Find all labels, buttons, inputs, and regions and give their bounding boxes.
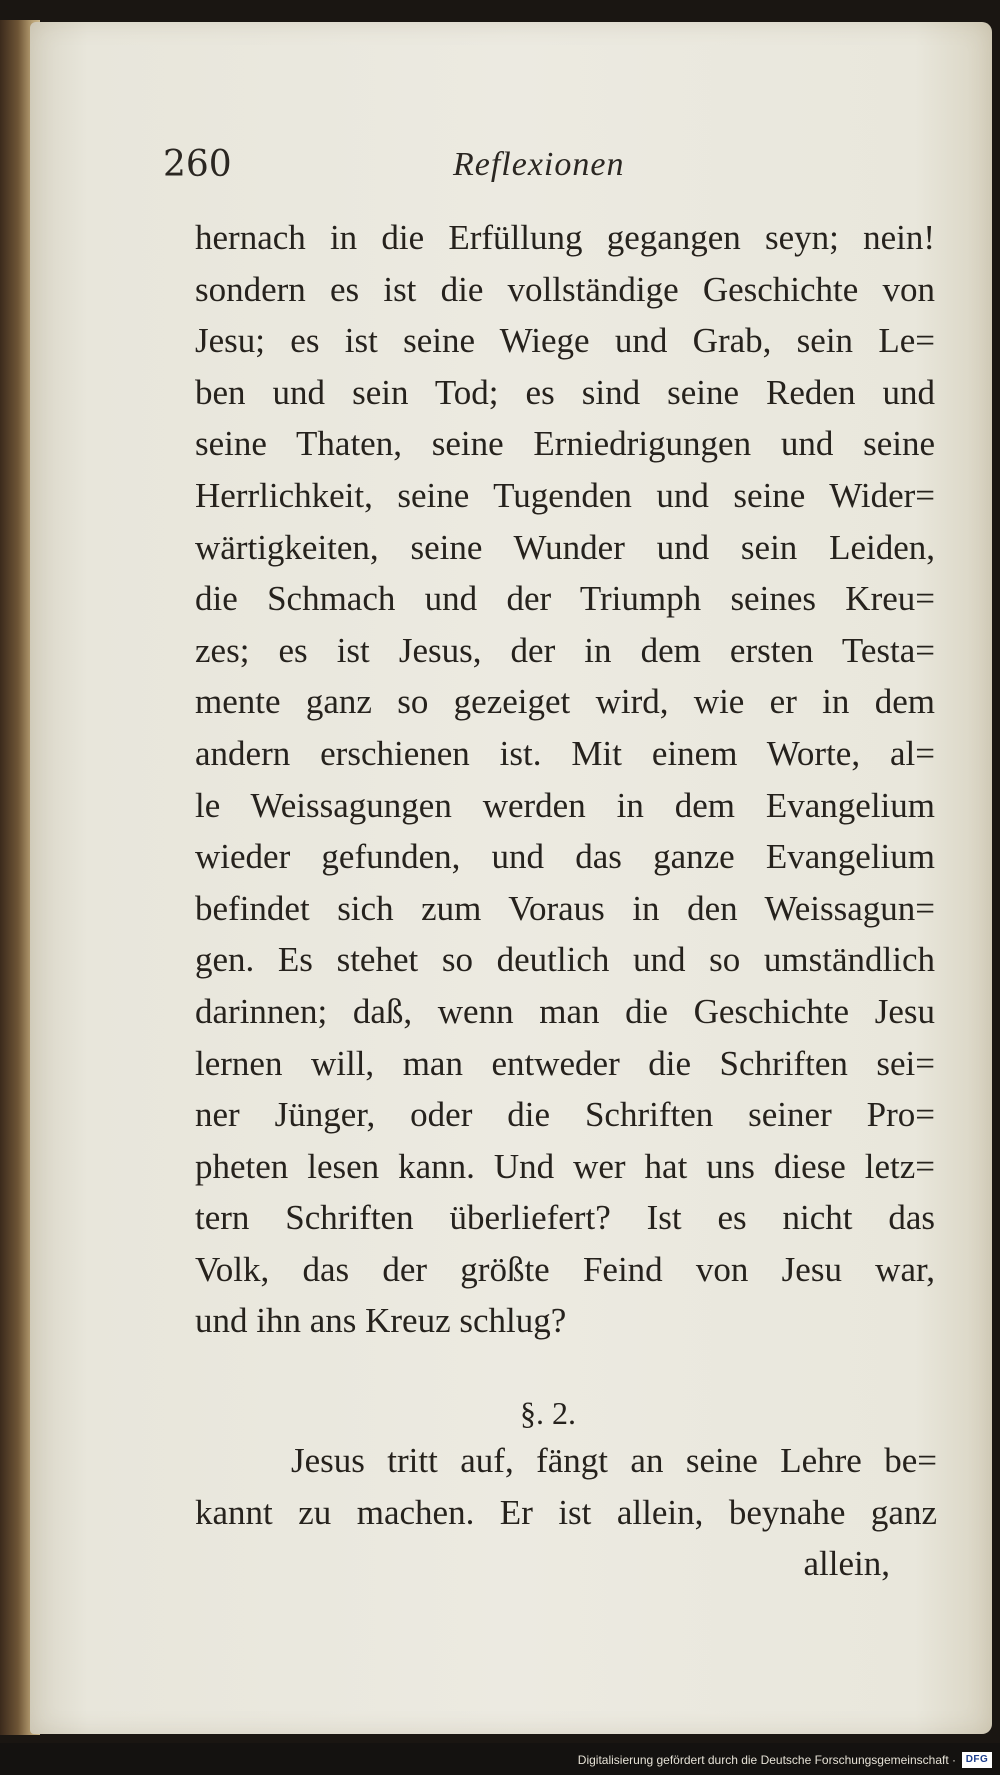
text-line: zes; es ist Jesus, der in dem ersten Testa=: [195, 630, 935, 670]
text-line: sondern es ist die vollständige Geschichte von: [195, 269, 935, 309]
text-line: darinnen; daß, wenn man die Geschichte Jesu: [195, 991, 935, 1031]
page-number: 260: [163, 144, 232, 185]
page-header: [163, 140, 833, 190]
text-line: Jesus tritt auf, fängt an seine Lehre be=: [291, 1441, 937, 1480]
text-line: tern Schriften überliefert? Ist es nicht das: [195, 1198, 935, 1238]
text-line: le Weissagungen werden in dem Evangelium: [195, 785, 935, 825]
funding-credit: Digitalisierung gefördert durch die Deutsche Forschungsgemeinschaft ·: [577, 1753, 956, 1767]
dfg-logo-icon: DFG: [962, 1752, 992, 1768]
text-line: andern erschienen ist. Mit einem Worte, al=: [195, 733, 935, 773]
text-line: gen. Es stehet so deutlich und so umständlich: [195, 940, 935, 980]
text-line: wärtigkeiten, seine Wunder und sein Leiden,: [195, 527, 935, 567]
text-line: Jesu; es ist seine Wiege und Grab, sein Le=: [195, 321, 935, 361]
body-text: [195, 212, 935, 1347]
text-line: lernen will, man entweder die Schriften sei=: [195, 1043, 935, 1083]
catchword: allein,: [803, 1544, 890, 1583]
section-heading: §. 2.: [520, 1395, 576, 1431]
section-text: [195, 1435, 937, 1538]
running-head: Reflexionen: [453, 146, 625, 183]
text-line: mente ganz so gezeiget wird, wie er in dem: [195, 682, 935, 722]
text-line: die Schmach und der Triumph seines Kreu=: [195, 579, 935, 619]
text-line: Herrlichkeit, seine Tugenden und seine Wider=: [195, 475, 935, 515]
text-line: Volk, das der größte Feind von Jesu war,: [195, 1249, 935, 1289]
text-line: seine Thaten, seine Erniedrigungen und seine: [195, 424, 935, 464]
digitization-footer: [0, 1743, 1000, 1775]
text-line: pheten lesen kann. Und wer hat uns diese letz=: [195, 1146, 935, 1186]
text-line: wieder gefunden, und das ganze Evangelium: [195, 837, 935, 877]
text-line: ner Jünger, oder die Schriften seiner Pro=: [195, 1095, 935, 1135]
text-line: hernach in die Erfüllung gegangen seyn; nein!: [195, 218, 935, 257]
text-line: befindet sich zum Voraus in den Weissagun=: [195, 888, 935, 928]
text-line: ben und sein Tod; es sind seine Reden und: [195, 372, 935, 412]
text-line: kannt zu machen. Er ist allein, beynahe ganz: [195, 1492, 937, 1532]
text-line: und ihn ans Kreuz schlug?: [195, 1301, 567, 1341]
